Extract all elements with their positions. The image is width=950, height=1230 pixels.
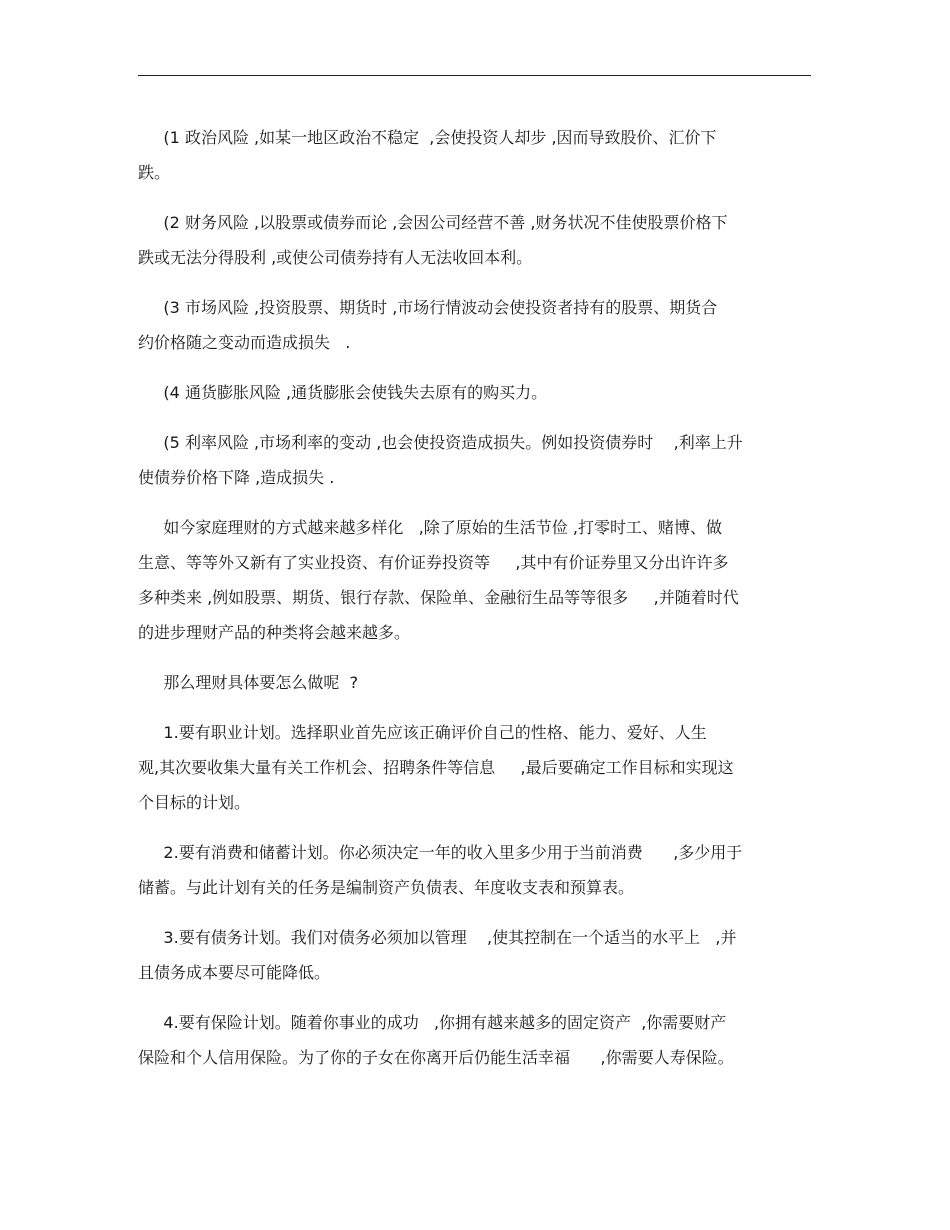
document-body [138,120,810,1090]
text-line: 使债券价格下降 ,造成损失 . [138,468,335,487]
text-line: 跌或无法分得股利 ,或使公司债券持有人无法收回本利。 [138,248,533,267]
text-line: 那么理财具体要怎么做呢 ? [138,673,359,692]
text-line: 生意、等等外又新有了实业投资、有价证券投资等 ,其中有价证券里又分出许许多 [138,553,729,572]
text-line: 3.要有债务计划。我们对债务必须加以管理 ,使其控制在一个适当的水平上 ,并 [138,928,737,947]
paragraph-financial-risk [138,205,810,275]
paragraph-interest-rate-risk [138,425,810,495]
text-line: (1 政治风险 ,如某一地区政治不稳定 ,会使投资人却步 ,因而导致股价、汇价下 [138,128,717,147]
text-line: 4.要有保险计划。随着你事业的成功 ,你拥有越来越多的固定资产 ,你需要财产 [138,1013,727,1032]
text-line: 观,其次要收集大量有关工作机会、招聘条件等信息 ,最后要确定工作目标和实现这 [138,758,734,777]
text-line: 保险和个人信用保险。为了你的子女在你离开后仍能生活幸福 ,你需要人寿保险。 [138,1048,734,1067]
paragraph-debt-plan [138,920,810,990]
text-line: 约价格随之变动而造成损失 . [138,333,351,352]
paragraph-market-risk [138,290,810,360]
text-line: (5 利率风险 ,市场利率的变动 ,也会使投资造成损失。例如投资债券时 ,利率上升 [138,433,743,452]
text-line: (3 市场风险 ,投资股票、期货时 ,市场行情波动会使投资者持有的股票、期货合 [138,298,718,317]
text-line: 跌。 [138,163,171,182]
paragraph-inflation-risk [138,375,810,410]
text-line: 1.要有职业计划。选择职业首先应该正确评价自己的性格、能力、爱好、人生 [138,723,707,742]
text-line: 如今家庭理财的方式越来越多样化 ,除了原始的生活节俭 ,打零时工、赌博、做 [138,518,722,537]
text-line: 储蓄。与此计划有关的任务是编制资产负债表、年度收支表和预算表。 [138,878,635,897]
paragraph-political-risk [138,120,810,190]
paragraph-how-to-question [138,665,810,700]
paragraph-saving-plan [138,835,810,905]
text-line: (4 通货膨胀风险 ,通货膨胀会使钱失去原有的购买力。 [138,383,548,402]
paragraph-career-plan [138,715,810,820]
paragraph-financial-methods [138,510,810,650]
text-line: 多种类来 ,例如股票、期货、银行存款、保险单、金融衍生品等等很多 ,并随着时代 [138,588,739,607]
header-rule [138,75,811,76]
text-line: 个目标的计划。 [138,793,251,812]
text-line: (2 财务风险 ,以股票或债券而论 ,会因公司经营不善 ,财务状况不佳使股票价格下 [138,213,728,232]
text-line: 的进步理财产品的种类将会越来越多。 [138,623,411,642]
text-line: 2.要有消费和储蓄计划。你必须决定一年的收入里多少用于当前消费 ,多少用于 [138,843,743,862]
text-line: 且债务成本要尽可能降低。 [138,963,331,982]
paragraph-insurance-plan [138,1005,810,1075]
